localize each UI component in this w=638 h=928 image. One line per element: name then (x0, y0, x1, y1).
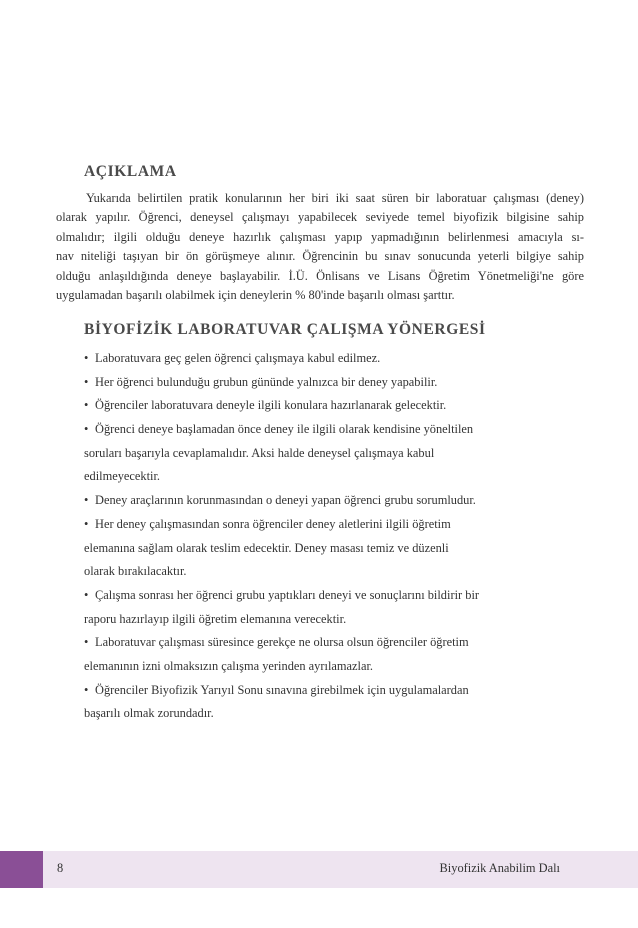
paragraph-line: olarak yapılır. Öğrenci, deneysel çalışmayı yapabilecek seviyede temel biyofizik bilgisine sahip (56, 210, 584, 225)
list-item-text: Laboratuvara geç gelen öğrenci çalışmaya kabul edilmez. (95, 351, 381, 365)
list-item-continuation: elemanının izni olmaksızın çalışma yerinden ayrılamazlar. (84, 658, 374, 673)
list-item (84, 513, 564, 537)
list-item (84, 394, 564, 418)
paragraph-line: olmalıdır; ilgili olduğu deneye hazırlık çalışması yapıp yapmadığının belirlenmesi amacıyla sı- (56, 229, 584, 244)
list-item (84, 631, 564, 655)
page-number: 8 (57, 861, 64, 875)
paragraph-line: Yukarıda belirtilen pratik konularının her biri iki saat süren bir laboratuar çalışması (deney) (86, 191, 584, 205)
list-item (84, 418, 564, 442)
list-item-continuation: edilmeyecektir. (84, 469, 161, 484)
bullet-icon: • (84, 351, 89, 365)
page-footer (0, 851, 638, 888)
list-item-text: Öğrenci deneye başlamadan önce deney ile ilgili olarak kendisine yöneltilen (95, 422, 474, 437)
bullet-icon: • (84, 422, 89, 437)
bullet-icon: • (84, 516, 89, 531)
list-item-text: Çalışma sonrası her öğrenci grubu yaptıkları deneyi ve sonuçlarını bildirir bir (95, 587, 480, 602)
list-item-text: Laboratuvar çalışması süresince gerekçe ne olursa olsun öğrenciler öğretim (95, 635, 469, 650)
list-item-text: Öğrenciler Biyofizik Yarıyıl Sonu sınavına girebilmek için uygulamalardan (95, 682, 469, 697)
aciklama-paragraph (56, 189, 584, 305)
list-item-text: Deney araçlarının korunmasından o deneyi yapan öğrenci grubu sorumludur. (95, 493, 476, 508)
list-item-continuation: elemanına sağlam olarak teslim edecektir. Deney masası temiz ve düzenli (84, 540, 449, 555)
section-heading-yonerge: BİYOFİZİK LABORATUVAR ÇALIŞMA YÖNERGESİ (84, 321, 486, 338)
rules-list (84, 347, 564, 726)
section-heading-aciklama: AÇIKLAMA (84, 163, 177, 180)
bullet-icon: • (84, 682, 89, 697)
list-item-text: Öğrenciler laboratuvara deneyle ilgili konulara hazırlanarak gelecektir. (95, 398, 447, 413)
bullet-icon: • (84, 635, 89, 650)
list-item-text: Her deney çalışmasından sonra öğrenciler deney aletlerini ilgili öğretim (95, 516, 451, 531)
list-item (84, 679, 564, 703)
list-item (84, 489, 564, 513)
list-item (84, 371, 564, 395)
bullet-icon: • (84, 587, 89, 602)
bullet-icon: • (84, 493, 89, 508)
list-item-continuation: olarak bırakılacaktır. (84, 564, 187, 579)
list-item (84, 347, 564, 371)
bullet-icon: • (84, 398, 89, 413)
bullet-icon: • (84, 374, 89, 389)
department-name: Biyofizik Anabilim Dalı (439, 861, 560, 875)
paragraph-line: nav niteliği taşıyan bir ön görüşmeye alınır. Öğrencinin bu sınav sonucunda yeterli bilgiye sahip (56, 249, 584, 264)
paragraph-line: uygulamadan başarılı olabilmek için deneylerin % 80'inde başarılı olması şarttır. (56, 287, 455, 302)
list-item (84, 584, 564, 608)
list-item-continuation: raporu hazırlayıp ilgili öğretim elemanına verecektir. (84, 611, 347, 626)
list-item-continuation: soruları başarıyla cevaplamalıdır. Aksi halde deneysel çalışmaya kabul (84, 445, 435, 460)
list-item-continuation: başarılı olmak zorundadır. (84, 706, 214, 721)
footer-color-tab (0, 851, 43, 888)
paragraph-line: olduğu anlaşıldığında deneye başlayabilir. İ.Ü. Önlisans ve Lisans Öğretim Yönetmeliği'ne göre (56, 268, 584, 283)
list-item-text: Her öğrenci bulunduğu grubun gününde yalnızca bir deney yapabilir. (95, 374, 438, 389)
